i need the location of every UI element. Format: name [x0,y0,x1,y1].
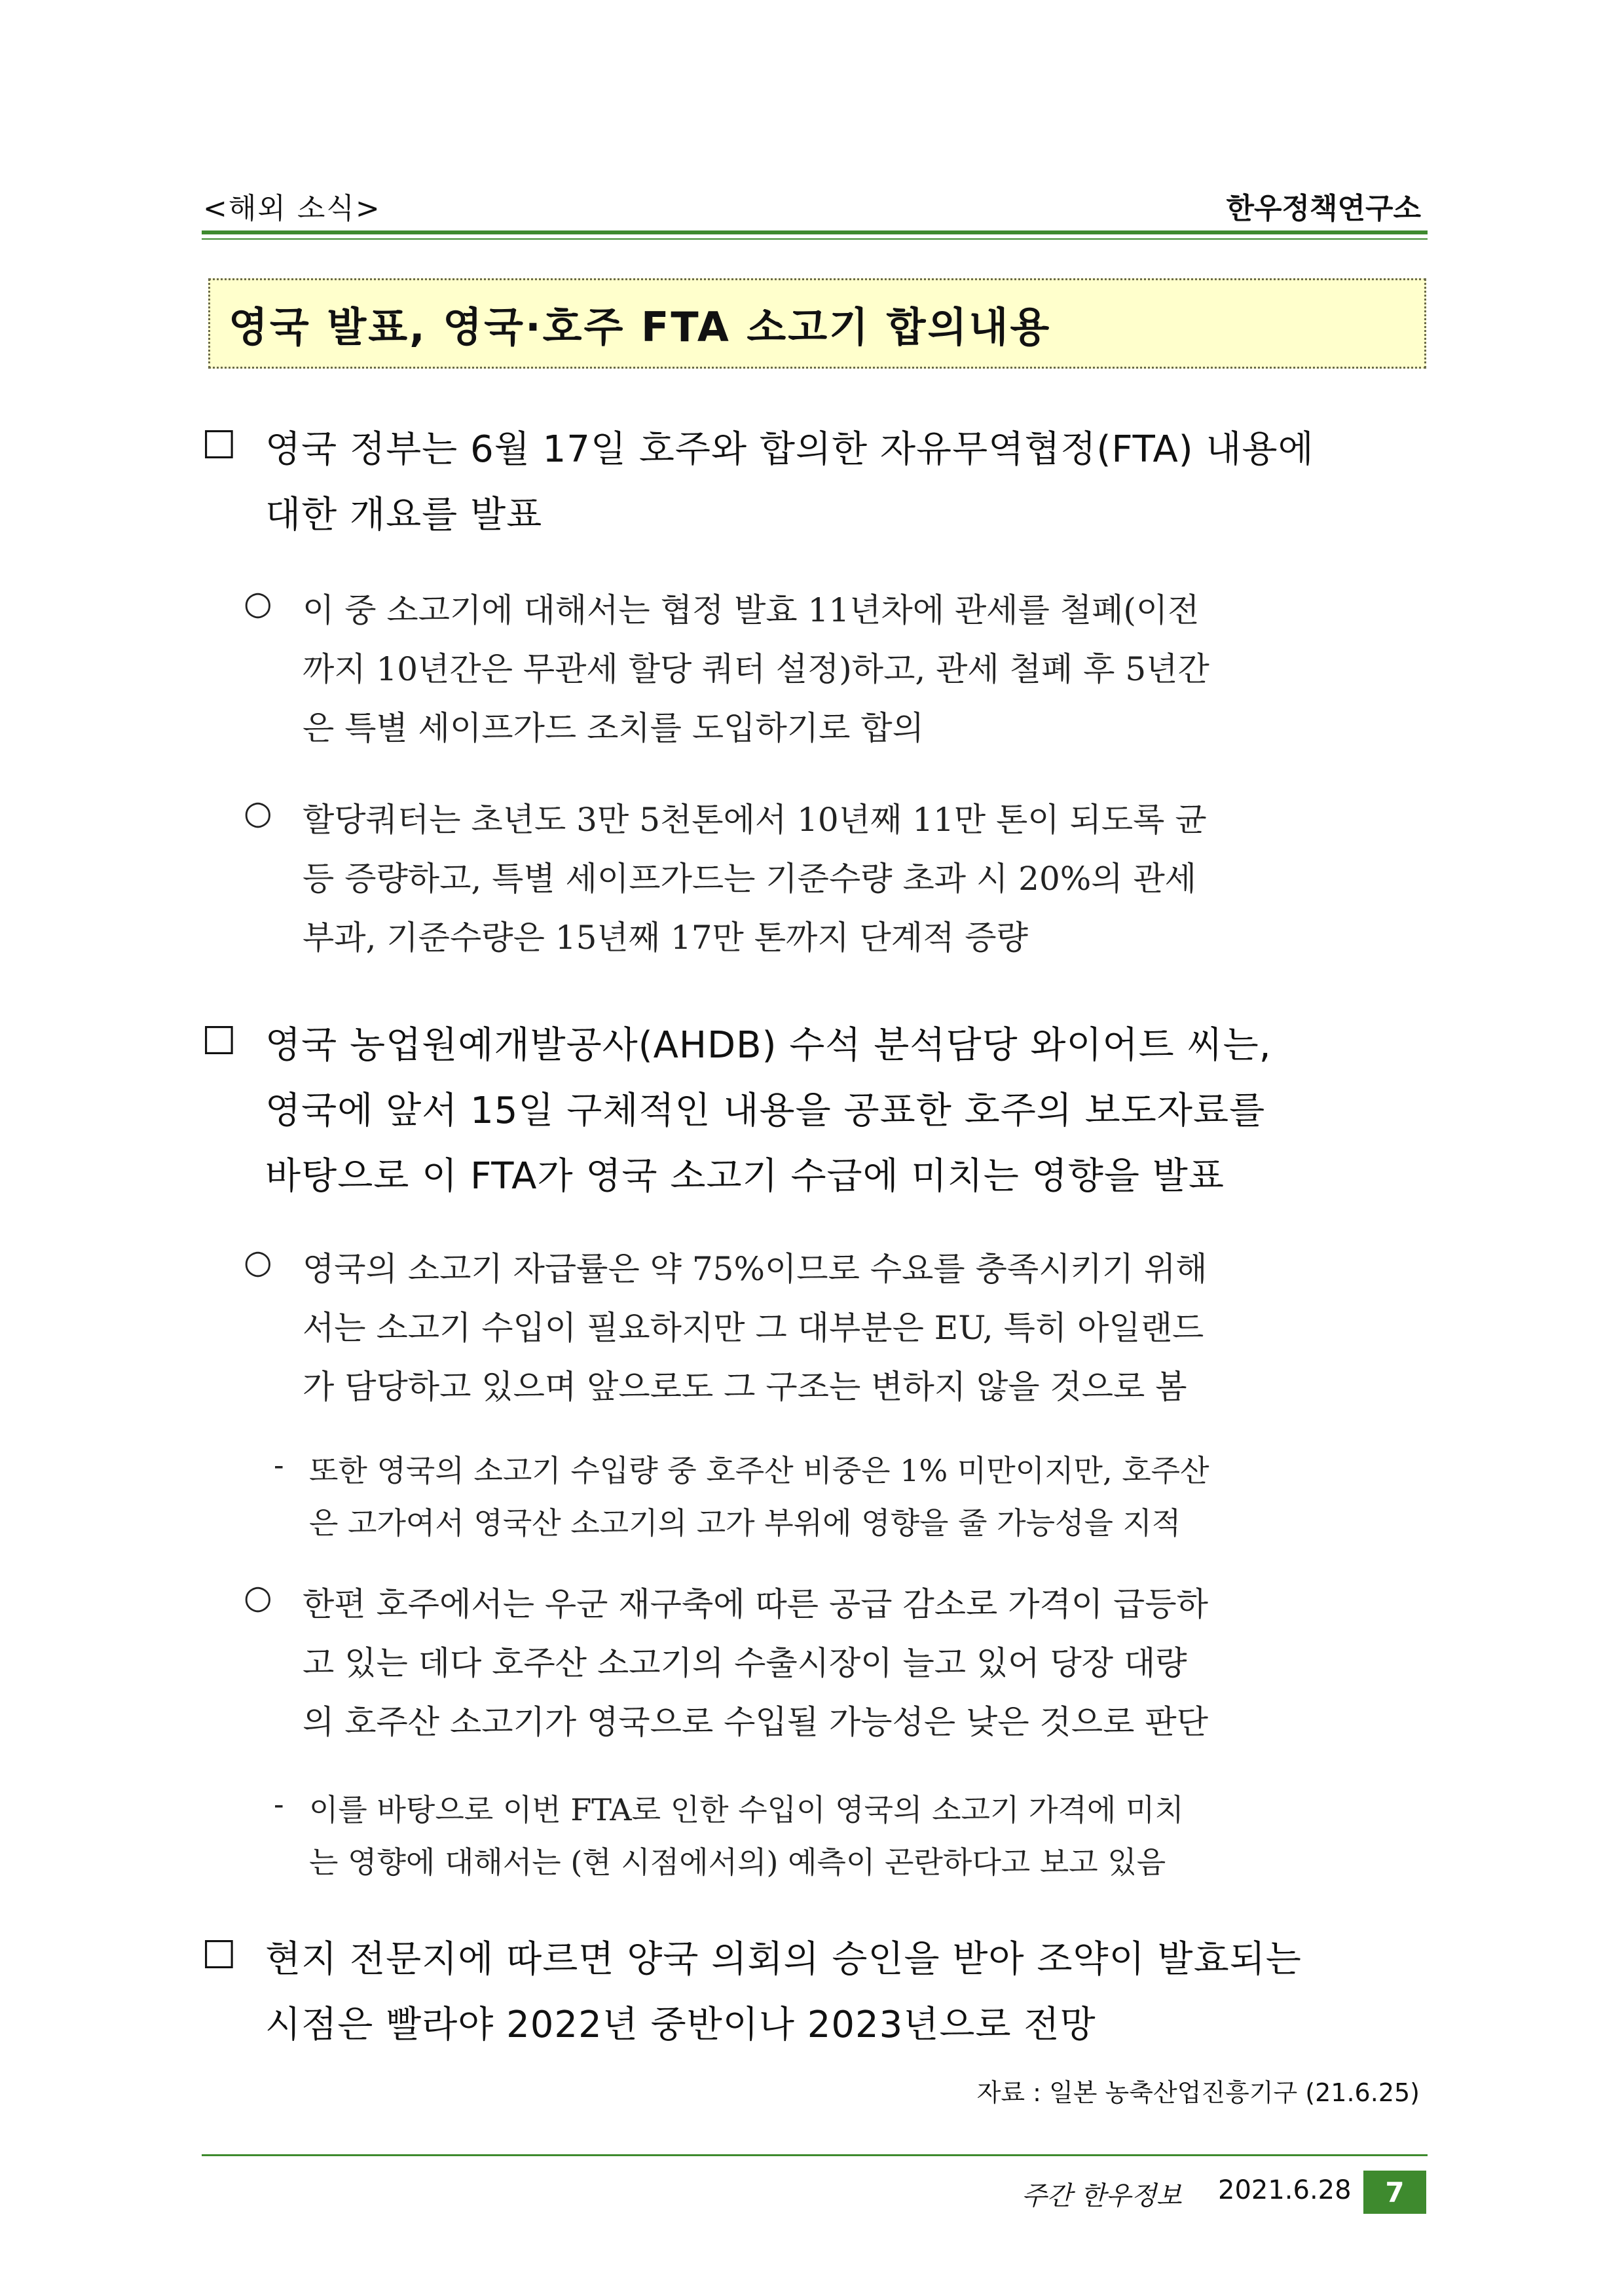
dash-bullet-icon: - [274,1447,284,1482]
bullet-line: 한편 호주에서는 우군 재구축에 따른 공급 감소로 가격이 급등하 [303,1585,1208,1623]
publication-name: 주간 한우정보 [1022,2181,1182,2211]
header-divider [202,230,1428,234]
dash-bullet-icon: - [274,1786,284,1822]
bullet-line: 영국의 소고기 자급률은 약 75%이므로 수요를 충족시키기 위해 [303,1250,1208,1288]
page-number: 7 [1363,2171,1426,2214]
section-line: 영국에 앞서 15일 구체적인 내용을 공표한 호주의 보도자료를 [265,1090,1266,1132]
circle-bullet-icon: ○ [244,794,272,832]
circle-bullet-icon: ○ [244,1243,272,1281]
square-bullet-icon: □ [202,1930,237,1973]
bullet-line: 등 증량하고, 특별 세이프가드는 기준수량 초과 시 20%의 관세 [303,860,1197,898]
section-line: 바탕으로 이 FTA가 영국 소고기 수급에 미치는 영향을 발표 [265,1155,1225,1198]
header-divider-thin [202,238,1428,240]
circle-bullet-icon: ○ [244,584,272,622]
bullet-line: 까지 10년간은 무관세 할당 쿼터 설정)하고, 관세 철폐 후 5년간 [303,650,1209,688]
sub-bullet-line: 이를 바탕으로 이번 FTA로 인한 수입이 영국의 소고기 가격에 미치 [309,1792,1184,1827]
section-line: 시점은 빨라야 2022년 중반이나 2023년으로 전망 [265,2004,1096,2046]
title-box [208,278,1426,369]
section-line: 현지 전문지에 따르면 양국 의회의 승인을 받아 조약이 발효되는 [265,1938,1302,1981]
source-citation: 자료 : 일본 농축산업진흥기구 (21.6.25) [976,2078,1420,2107]
bullet-line: 이 중 소고기에 대해서는 협정 발효 11년차에 관세를 철폐(이전 [303,591,1200,629]
bullet-line: 할당쿼터는 초년도 3만 5천톤에서 10년째 11만 톤이 되도록 균 [303,801,1207,839]
section-line: 영국 정부는 6월 17일 호주와 합의한 자유무역협정(FTA) 내용에 [265,428,1314,471]
sub-bullet-line: 는 영향에 대해서는 (현 시점에서의) 예측이 곤란하다고 보고 있음 [309,1845,1166,1880]
section-line: 영국 농업원예개발공사(AHDB) 수석 분석담당 와이어트 씨는, [265,1024,1272,1067]
bullet-line: 의 호주산 소고기가 영국으로 수입될 가능성은 낮은 것으로 판단 [303,1703,1208,1741]
page-title: 영국 발표, 영국·호주 FTA 소고기 합의내용 [229,303,1052,351]
bullet-line: 부과, 기준수량은 15년째 17만 톤까지 단계적 증량 [303,919,1028,957]
square-bullet-icon: □ [202,1016,237,1059]
bullet-line: 은 특별 세이프가드 조치를 도입하기로 합의 [303,709,924,747]
section-line: 대한 개요를 발표 [265,494,543,536]
bullet-line: 가 담당하고 있으며 앞으로도 그 구조는 변하지 않을 것으로 봄 [303,1368,1187,1406]
circle-bullet-icon: ○ [244,1578,272,1616]
bullet-line: 고 있는 데다 호주산 소고기의 수출시장이 늘고 있어 당장 대량 [303,1644,1187,1682]
organization-name: 한우정책연구소 [1226,192,1421,225]
bullet-line: 서는 소고기 수입이 필요하지만 그 대부분은 EU, 특히 아일랜드 [303,1309,1204,1347]
publication-date: 2021.6.28 [1218,2175,1352,2205]
footer-divider [202,2154,1428,2156]
section-label: <해외 소식> [203,192,381,225]
sub-bullet-line: 은 고가여서 영국산 소고기의 고가 부위에 영향을 줄 가능성을 지적 [309,1505,1181,1541]
sub-bullet-line: 또한 영국의 소고기 수입량 중 호주산 비중은 1% 미만이지만, 호주산 [309,1453,1209,1488]
square-bullet-icon: □ [202,420,237,463]
